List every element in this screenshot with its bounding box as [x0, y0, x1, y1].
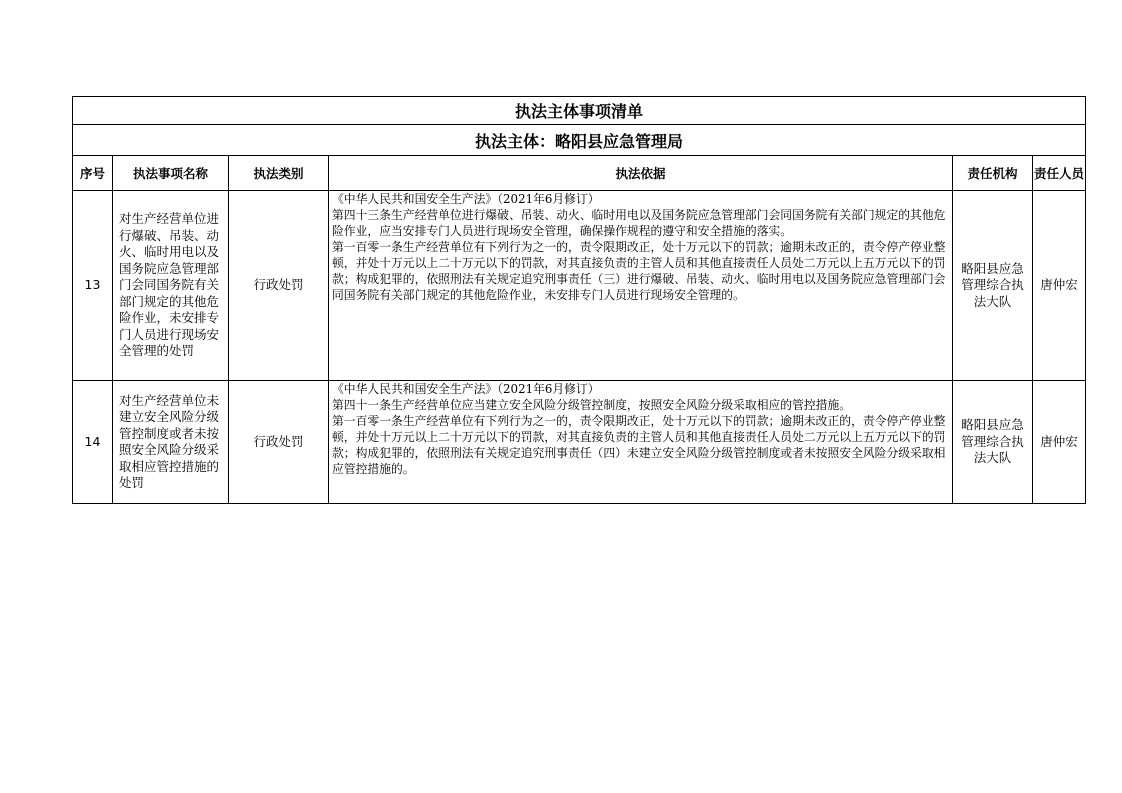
basis-law-title: 《中华人民共和国安全生产法》（2021年6月修订）	[332, 382, 600, 396]
row-org: 略阳县应急管理综合执法大队	[953, 381, 1033, 504]
basis-penalty-article: 第一百零一条生产经营单位有下列行为之一的，责令限期改正，处十万元以下的罚款；逾期未改正的，责令停产停业整顿，并处十万元以上二十万元以下的罚款，对其直接负责的主管人员和其他直接责任人员处二万元以上五万元以下的罚款；构成犯罪的，依照刑法有关规定追究刑事责任（三）进行爆破、吊装、动火、临时用电以及国务院应急管理部门会同国务院有关部门规定的其他危险作业，未安排专门人员进行现场安全管理的。	[332, 240, 946, 302]
table-title: 执法主体事项清单	[73, 97, 1086, 125]
row-item-name: 对生产经营单位进行爆破、吊装、动火、临时用电以及国务院应急管理部门会同国务院有关部门规定的其他危险作业，未安排专门人员进行现场安全管理的处罚	[113, 191, 229, 381]
header-category: 执法类别	[229, 156, 329, 191]
row-item-name: 对生产经营单位未建立安全风险分级管控制度或者未按照安全风险分级采取相应管控措施的处罚	[113, 381, 229, 504]
row-org: 略阳县应急管理综合执法大队	[953, 191, 1033, 381]
header-org: 责任机构	[953, 156, 1033, 191]
row-person: 唐仲宏	[1033, 191, 1086, 381]
row-basis	[329, 191, 953, 381]
basis-penalty-article: 第一百零一条生产经营单位有下列行为之一的，责令限期改正，处十万元以下的罚款；逾期未改正的，责令停产停业整顿，并处十万元以上二十万元以下的罚款，对其直接负责的主管人员和其他直接责任人员处二万元以上五万元以下的罚款；构成犯罪的，依照刑法有关规定追究刑事责任（四）未建立安全风险分级管控制度或者未按照安全风险分级采取相应管控措施的。	[332, 414, 946, 476]
basis-law-title: 《中华人民共和国安全生产法》（2021年6月修订）	[332, 192, 600, 206]
header-row	[73, 156, 1086, 191]
header-basis: 执法依据	[329, 156, 953, 191]
row-basis	[329, 381, 953, 504]
row-seq: 14	[73, 381, 113, 504]
row-seq: 13	[73, 191, 113, 381]
enforcement-items-table	[72, 96, 1086, 504]
basis-article: 第四十三条生产经营单位进行爆破、吊装、动火、临时用电以及国务院应急管理部门会同国务院有关部门规定的其他危险作业，应当安排专门人员进行现场安全管理，确保操作规程的遵守和安全措施的落实。	[332, 208, 946, 238]
row-category: 行政处罚	[229, 381, 329, 504]
header-seq: 序号	[73, 156, 113, 191]
basis-article: 第四十一条生产经营单位应当建立安全风险分级管控制度，按照安全风险分级采取相应的管控措施。	[332, 398, 852, 412]
row-category: 行政处罚	[229, 191, 329, 381]
header-item-name: 执法事项名称	[113, 156, 229, 191]
header-person: 责任人员	[1033, 156, 1086, 191]
table-row	[73, 191, 1086, 381]
row-person: 唐仲宏	[1033, 381, 1086, 504]
table-row	[73, 381, 1086, 504]
enforcement-subject: 执法主体：略阳县应急管理局	[73, 125, 1086, 156]
